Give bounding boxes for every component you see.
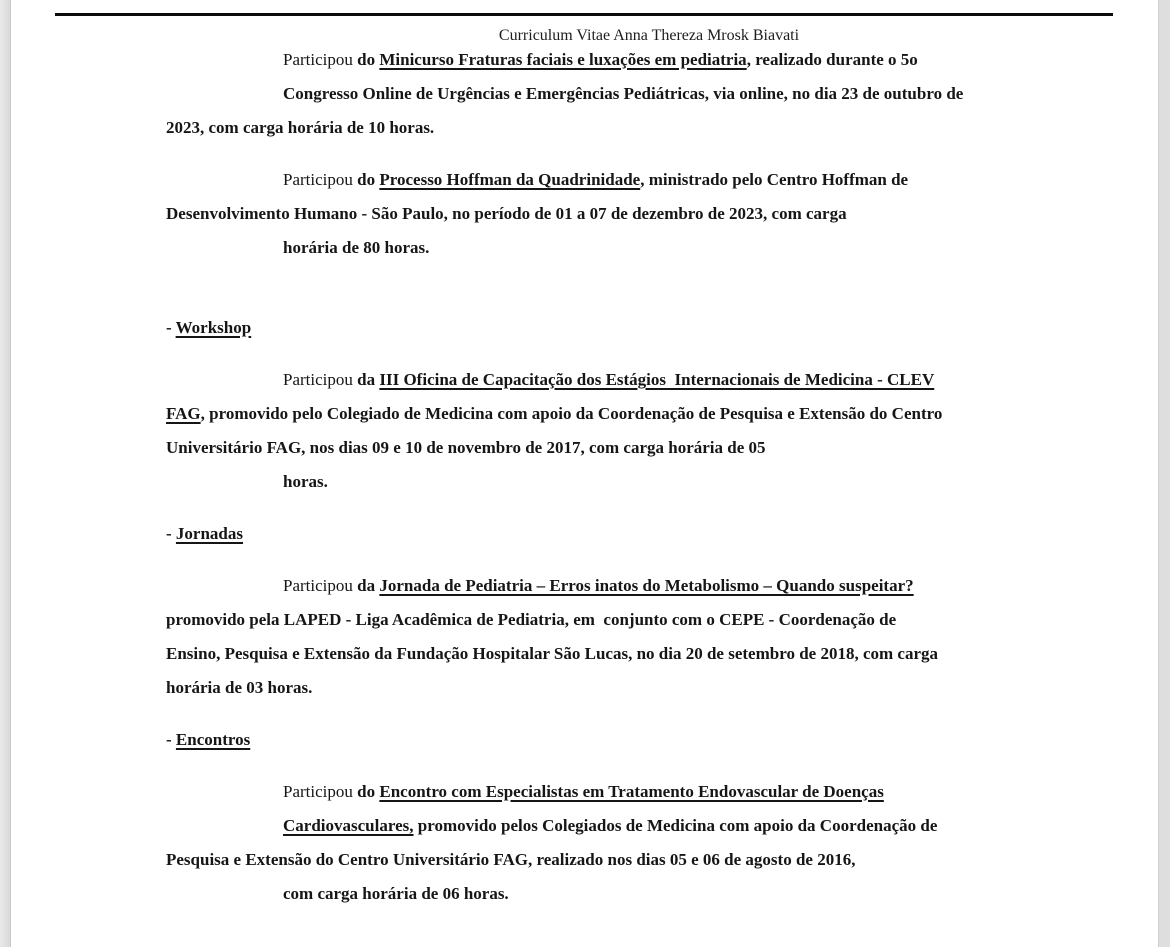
text-segment: Participou: [283, 782, 358, 801]
text-segment: do: [357, 50, 380, 69]
text-line: [283, 575, 1158, 609]
text-segment: horária de 80 horas.: [283, 238, 430, 257]
text-line: [283, 369, 1158, 403]
text-segment: promovido pelos Colegiados de Medicina com apoio da Coordenação de: [413, 816, 938, 835]
text-line: [283, 237, 1158, 271]
text-segment: -: [166, 730, 176, 749]
paragraph: [0, 575, 1158, 711]
text-segment: Participou: [283, 50, 358, 69]
text-line: [166, 317, 1158, 351]
paragraph: [0, 169, 1158, 271]
section-heading: [0, 317, 1158, 351]
text-segment: , realizado durante o 5o: [746, 50, 918, 69]
text-line: [166, 609, 1158, 643]
text-segment: da: [357, 370, 380, 389]
document-body: [0, 49, 1158, 917]
text-segment: Desenvolvimento Humano - São Paulo, no período de 01 a 07 de dezembro de 2023, com carga: [166, 204, 847, 223]
page-title: Curriculum Vitae Anna Thereza Mrosk Biavati: [498, 27, 800, 44]
section-heading: [0, 523, 1158, 557]
text-segment: 2023, com carga horária de 10 horas.: [166, 118, 435, 137]
underlined-text: Encontro com Especialistas em Tratamento Endovascular de Doenças: [379, 782, 884, 801]
page-edge-right: [1158, 0, 1170, 947]
section-heading: [0, 729, 1158, 763]
underlined-text: FAG: [166, 404, 201, 423]
paragraph: [0, 781, 1158, 917]
text-segment: Universitário FAG, nos dias 09 e 10 de novembro de 2017, com carga horária de 05: [166, 438, 766, 457]
underlined-text: III Oficina de Capacitação dos Estágios Internacionais de Medicina - CLEV: [379, 370, 935, 389]
text-line: [283, 169, 1158, 203]
text-line: [283, 49, 1158, 83]
underlined-text: Jornada de Pediatria – Erros inatos do Metabolismo – Quando suspeitar?: [379, 576, 914, 595]
text-segment: do: [357, 170, 380, 189]
text-line: [166, 849, 1158, 883]
text-segment: , promovido pelo Colegiado de Medicina com apoio da Coordenação de Pesquisa e Extensão do Centro: [200, 404, 943, 423]
text-segment: horária de 03 horas.: [166, 678, 313, 697]
underlined-text: Encontros: [175, 730, 251, 749]
text-segment: do: [357, 782, 380, 801]
underlined-text: Cardiovasculares,: [283, 816, 414, 835]
text-segment: Participou: [283, 576, 358, 595]
text-segment: promovido pela LAPED - Liga Acadêmica de Pediatria, em conjunto com o CEPE - Coordenação de: [166, 610, 897, 629]
document-page: [0, 26, 1158, 917]
text-line: [166, 203, 1158, 237]
text-line: [283, 815, 1158, 849]
text-line: [283, 781, 1158, 815]
underlined-text: Minicurso Fraturas faciais e luxações em pediatria: [379, 50, 747, 69]
text-line: [166, 403, 1158, 437]
text-line: [166, 677, 1158, 711]
text-line: [283, 883, 1158, 917]
text-segment: Congresso Online de Urgências e Emergências Pediátricas, via online, no dia 23 de outubro de: [283, 84, 964, 103]
text-segment: da: [357, 576, 380, 595]
text-segment: Participou: [283, 370, 358, 389]
underlined-text: Processo Hoffman da Quadrinidade: [379, 170, 641, 189]
text-line: [166, 643, 1158, 677]
text-segment: Participou: [283, 170, 358, 189]
header-rule: [55, 13, 1113, 16]
text-segment: com carga horária de 06 horas.: [283, 884, 509, 903]
paragraph: [0, 369, 1158, 505]
paragraph: [0, 49, 1158, 151]
underlined-text: Jornadas: [175, 524, 243, 543]
text-line: [283, 471, 1158, 505]
text-line: [166, 117, 1158, 151]
text-segment: , ministrado pelo Centro Hoffman de: [640, 170, 909, 189]
underlined-text: Workshop: [175, 318, 252, 337]
text-line: [166, 437, 1158, 471]
text-segment: Pesquisa e Extensão do Centro Universitário FAG, realizado nos dias 05 e 06 de agosto de 2016,: [166, 850, 856, 869]
text-line: [166, 729, 1158, 763]
text-line: [283, 83, 1158, 117]
text-segment: horas.: [283, 472, 328, 491]
text-line: [166, 523, 1158, 557]
text-segment: Ensino, Pesquisa e Extensão da Fundação Hospitalar São Lucas, no dia 20 de setembro de 2018, com carga: [166, 644, 938, 663]
text-segment: -: [166, 318, 176, 337]
text-segment: -: [166, 524, 176, 543]
